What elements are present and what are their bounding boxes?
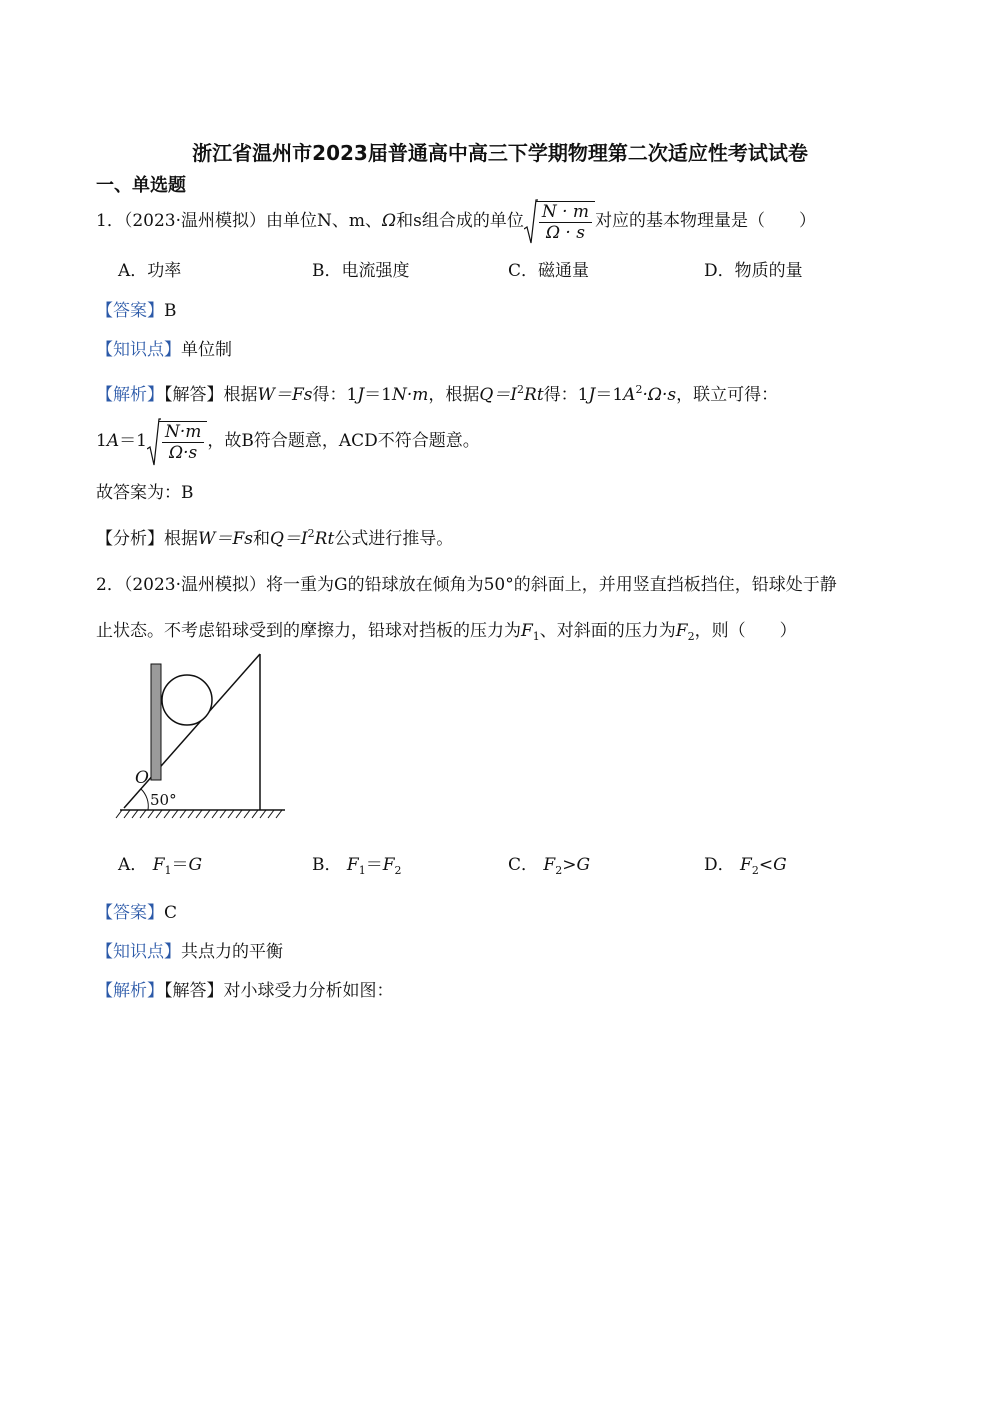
q1-analysis-line1: 【解析】【解答】根据W＝Fs得：1J＝1N·m，根据$Q=I^2Rt$得：$1J=1A^2\cdot\Omega\cdot s$，联立可得：: [96, 383, 779, 405]
q2-stem-line2: 止状态。不考虑铅球受到的摩擦力，铅球对挡板的压力为$F_1$、对斜面的压力为$F_2$，则（ ）: [96, 621, 797, 643]
q1-option-a[interactable]: A．功率: [118, 261, 182, 281]
q1-stem: [96, 198, 816, 244]
q1-number: 1．: [96, 211, 124, 231]
q1-knowledge-point: 【知识点】单位制: [96, 340, 232, 360]
q2-option-c[interactable]: C． $F_2>G$: [508, 855, 591, 877]
lead-ball: [162, 675, 212, 725]
q1-option-d[interactable]: D．物质的量: [704, 261, 803, 281]
q2-knowledge-point: 【知识点】共点力的平衡: [96, 942, 283, 962]
incline-figure: [110, 650, 300, 822]
q1-fenxi: 【分析】根据W＝Fs和$Q=I^2Rt$公式进行推导。: [96, 527, 454, 549]
q2-option-d[interactable]: D． $F_2<G$: [704, 855, 787, 877]
q2-analysis: 【解析】【解答】对小球受力分析如图：: [96, 981, 394, 1001]
q1-omega: Ω: [382, 211, 397, 231]
q2-stem-line1: 2．（2023·温州模拟）将一重为G的铅球放在倾角为50°的斜面上，并用竖直挡板挡住，铅球处于静: [96, 575, 837, 595]
q1-source: （2023·温州模拟）: [123, 211, 266, 231]
q1-sqrt-unit: [524, 198, 595, 245]
q1-option-c[interactable]: C．磁通量: [508, 261, 590, 281]
q1-stem-a: 由单位N、m、: [266, 211, 382, 231]
q1-frac-num: N · m: [539, 202, 592, 223]
point-o-label: O: [135, 768, 149, 788]
q1-frac-den: Ω · s: [545, 222, 585, 243]
q1-option-b[interactable]: B．电流强度: [312, 261, 410, 281]
section-heading: 一、单选题: [96, 175, 186, 196]
q1-stem-c: 对应的基本物理量是（ ）: [595, 211, 817, 231]
vertical-board: [151, 664, 161, 780]
q1-stem-b: 和s组合成的单位: [396, 211, 524, 231]
q1-sqrt-derivation: $\frac{N\cdot m}{\Omega\cdot s}$: [147, 416, 207, 467]
page-title: 浙江省温州市2023届普通高中高三下学期物理第二次适应性考试试卷: [192, 141, 808, 165]
q1-analysis-line2: 1A＝1 $\frac{N\cdot m}{\Omega\cdot s}$ ，故B符合题意，ACD不符合题意。: [96, 416, 480, 466]
q1-conclusion: 故答案为：B: [96, 483, 194, 503]
q2-option-a[interactable]: A． $F_1=G$: [118, 855, 203, 877]
q2-option-b[interactable]: B． $F_1=F_2$: [312, 855, 402, 877]
q2-answer: 【答案】C: [96, 903, 178, 923]
angle-label: 50°: [150, 791, 177, 809]
q1-answer: 【答案】B: [96, 301, 177, 321]
